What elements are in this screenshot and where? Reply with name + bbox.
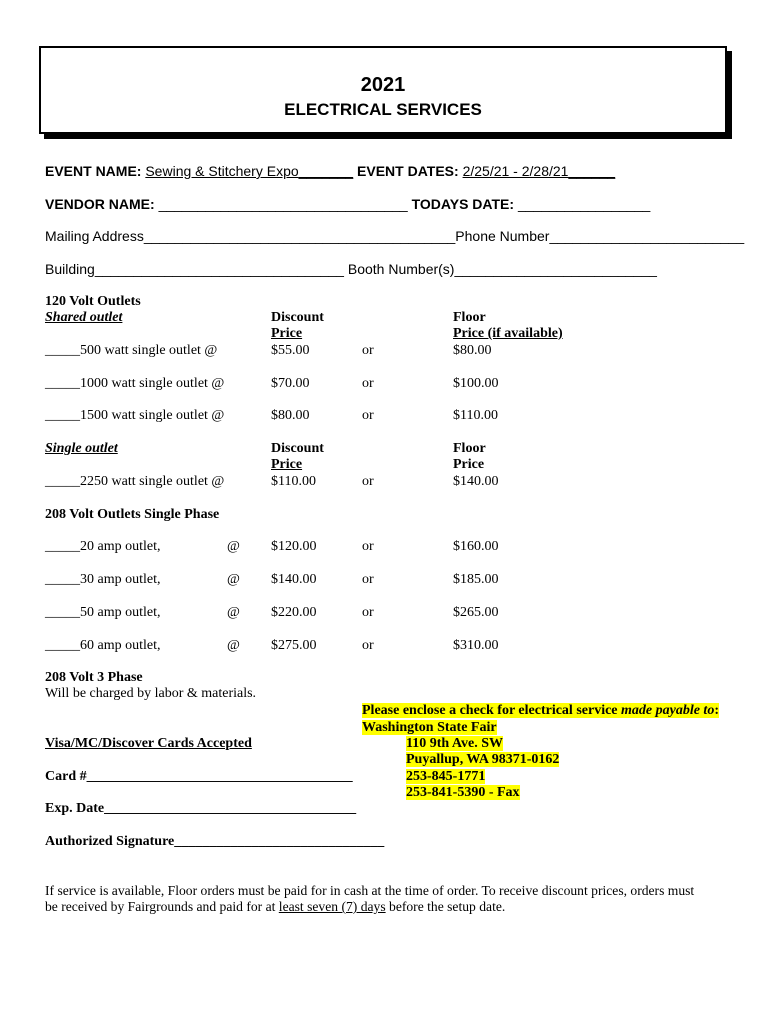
outlet-desc: 1500 watt single outlet @ [80, 408, 225, 423]
quantity-blank[interactable]: _____ [45, 572, 80, 587]
quantity-blank[interactable]: _____ [45, 474, 80, 489]
exp-date-label: Exp. Date [45, 801, 105, 816]
single-floor-header-2: Price [453, 457, 485, 472]
title-subtitle: ELECTRICAL SERVICES [284, 100, 482, 119]
mailing-address-label: Mailing Address [45, 228, 144, 244]
payee-address-1-text: 110 9th Ave. SW [406, 736, 503, 751]
cards-accepted: Visa/MC/Discover Cards Accepted [45, 736, 252, 751]
footer-line-2-a: be received by Fairgrounds and paid for at [45, 899, 279, 914]
outlet-desc: 20 amp outlet, [80, 539, 161, 554]
booth-number-field[interactable]: Booth Number(s)__________________________ [347, 261, 657, 277]
payee-phone [406, 769, 485, 785]
single-outlet-label: Single outlet [45, 441, 118, 456]
mailing-line [45, 228, 744, 244]
todays-date-field[interactable]: _________________ [517, 196, 651, 212]
exp-date-field[interactable]: ____________________________________ [104, 801, 357, 816]
exp-date-line [45, 801, 356, 817]
floor-price: $80.00 [453, 343, 492, 358]
v208-heading: 208 Volt Outlets Single Phase [45, 507, 220, 522]
or-text: or [362, 572, 374, 587]
single-floor-header-1: Floor [453, 441, 486, 456]
check-instruction-text: Please enclose a check for electrical service [362, 703, 622, 718]
outlet-desc: 500 watt single outlet @ [80, 343, 218, 358]
event-dates-label: EVENT DATES: [357, 163, 459, 179]
discount-price: $110.00 [271, 474, 316, 489]
at-sign: @ [227, 605, 240, 620]
or-text: or [362, 638, 374, 653]
quantity-blank[interactable]: _____ [45, 408, 80, 423]
card-number-label: Card # [45, 769, 87, 784]
quantity-blank[interactable]: _____ [45, 638, 80, 653]
floor-header-1: Floor [453, 310, 486, 325]
at-sign: @ [227, 539, 240, 554]
payee-address-2-text: Puyallup, WA 98371-0162 [406, 752, 560, 767]
floor-price: $140.00 [453, 474, 499, 489]
discount-price: $70.00 [271, 376, 310, 391]
floor-price: $185.00 [453, 572, 499, 587]
or-text: or [362, 408, 374, 423]
payee-name [362, 720, 497, 736]
discount-price: $80.00 [271, 408, 310, 423]
building-line [45, 261, 657, 277]
signature-field[interactable]: ______________________________ [174, 834, 385, 849]
building-field[interactable]: Building________________________________ [45, 261, 344, 277]
quantity-blank[interactable]: _____ [45, 376, 80, 391]
title-box [39, 46, 727, 134]
payee-name-text: Washington State Fair [362, 720, 497, 735]
floor-header-2: Price (if available) [453, 326, 563, 341]
phone-number-field[interactable]: _________________________ [549, 228, 745, 244]
event-name-line [45, 163, 615, 179]
v120-heading: 120 Volt Outlets [45, 294, 141, 309]
discount-price: $120.00 [271, 539, 317, 554]
or-text: or [362, 539, 374, 554]
event-name-label: EVENT NAME: [45, 163, 142, 179]
or-text: or [362, 343, 374, 358]
signature-line [45, 834, 384, 850]
outlet-desc: 60 amp outlet, [80, 638, 161, 653]
payee-fax [406, 785, 520, 801]
outlet-desc: 2250 watt single outlet @ [80, 474, 225, 489]
todays-date-label: TODAYS DATE: [411, 196, 515, 212]
discount-header-1: Discount [271, 310, 324, 325]
footer-line-2 [45, 899, 505, 915]
made-payable-to: made payable to [621, 703, 715, 718]
three-phase-heading: 208 Volt 3 Phase [45, 670, 143, 685]
signature-label: Authorized Signature [45, 834, 175, 849]
payee-address-2 [406, 752, 559, 768]
mailing-address-field[interactable]: ________________________________________ [143, 228, 456, 244]
card-number-field[interactable]: ______________________________________ [86, 769, 353, 784]
payee-phone-text: 253-845-1771 [406, 769, 486, 784]
quantity-blank[interactable]: _____ [45, 343, 80, 358]
check-instruction [362, 703, 719, 719]
event-name-blank: _______ [298, 163, 354, 179]
floor-price: $160.00 [453, 539, 499, 554]
footer-deadline: least seven (7) days [278, 899, 386, 914]
outlet-desc: 1000 watt single outlet @ [80, 376, 225, 391]
three-phase-note: Will be charged by labor & materials. [45, 686, 257, 701]
discount-price: $140.00 [271, 572, 317, 587]
vendor-name-label: VENDOR NAME: [45, 196, 155, 212]
event-dates-blank: ______ [568, 163, 616, 179]
quantity-blank[interactable]: _____ [45, 539, 80, 554]
discount-price: $55.00 [271, 343, 310, 358]
outlet-desc: 30 amp outlet, [80, 572, 161, 587]
vendor-line [45, 196, 650, 212]
discount-header-2: Price [271, 326, 303, 341]
footer-line-2-c: before the setup date. [385, 899, 506, 914]
outlet-desc: 50 amp outlet, [80, 605, 161, 620]
shared-outlet-label: Shared outlet [45, 310, 123, 325]
single-discount-header-1: Discount [271, 441, 324, 456]
quantity-blank[interactable]: _____ [45, 605, 80, 620]
floor-price: $265.00 [453, 605, 499, 620]
or-text: or [362, 376, 374, 391]
single-discount-header-2: Price [271, 457, 303, 472]
floor-price: $110.00 [453, 408, 498, 423]
at-sign: @ [227, 638, 240, 653]
payee-fax-text: 253-841-5390 - Fax [406, 785, 520, 800]
discount-price: $220.00 [271, 605, 317, 620]
phone-number-label: Phone Number [455, 228, 550, 244]
or-text: or [362, 605, 374, 620]
check-colon: : [714, 703, 719, 718]
card-number-line [45, 769, 353, 785]
at-sign: @ [227, 572, 240, 587]
or-text: or [362, 474, 374, 489]
payee-address-1 [406, 736, 503, 752]
title-year: 2021 [360, 74, 406, 96]
event-name-value[interactable]: Sewing & Stitchery Expo [145, 163, 299, 179]
event-dates-value[interactable]: 2/25/21 - 2/28/21 [462, 163, 569, 179]
floor-price: $310.00 [453, 638, 499, 653]
floor-price: $100.00 [453, 376, 499, 391]
footer-line-1: If service is available, Floor orders must be paid for in cash at the time of order. To receive discount prices, orders must [45, 883, 695, 898]
vendor-name-field[interactable]: ________________________________ [158, 196, 408, 212]
discount-price: $275.00 [271, 638, 317, 653]
